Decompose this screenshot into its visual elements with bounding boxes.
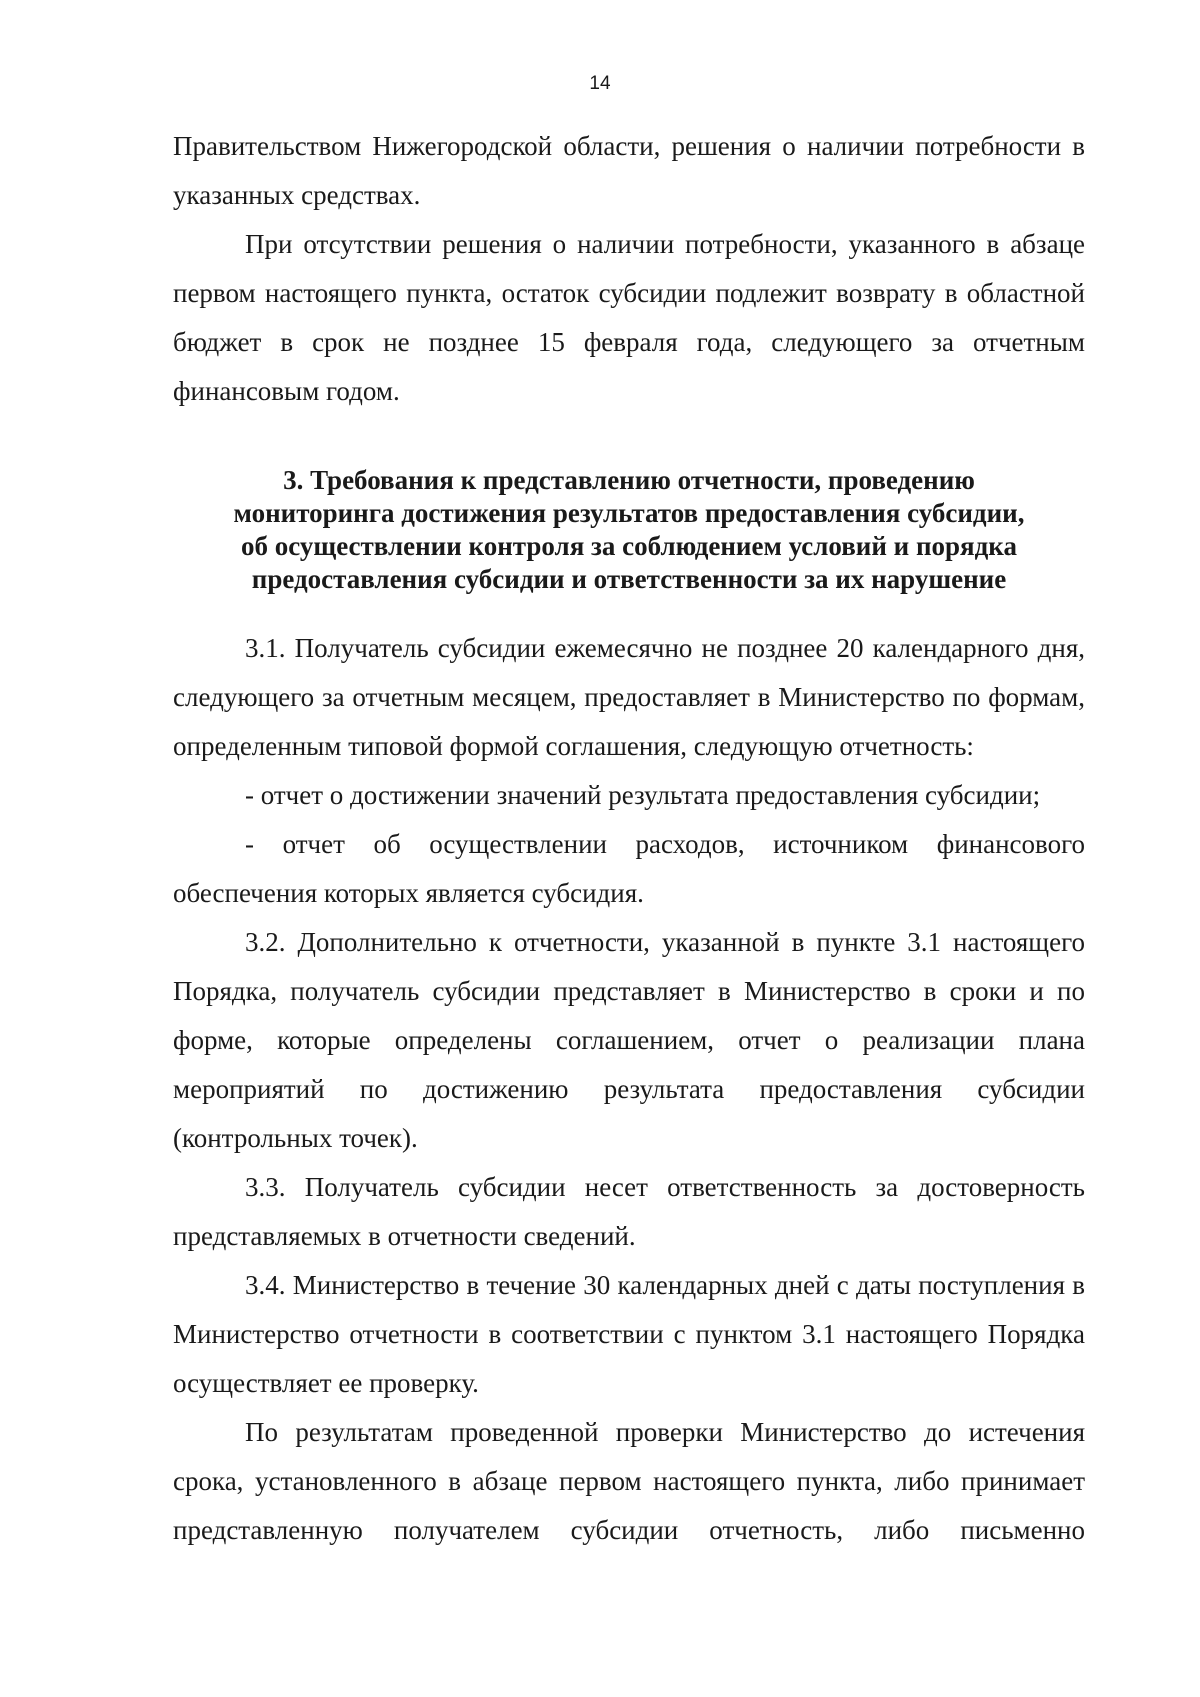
paragraph-3-2: 3.2. Дополнительно к отчетности, указанной в пункте 3.1 настоящего Порядка, получатель субсидии представляет в Министерство в сроки и по форме, которые определены соглашением, отчет о реализации плана мероприятий по достижению результата предоставления субсидии (контрольных точек). xyxy=(173,927,1085,1153)
paragraph-3-4: 3.4. Министерство в течение 30 календарных дней с даты поступления в Министерство отчетности в соответствии с пунктом 3.1 настоящего Порядка осуществляет ее проверку. xyxy=(173,1270,1085,1398)
section-heading xyxy=(173,464,1085,596)
section-heading-line: 3. Требования к представлению отчетности, проведению xyxy=(283,465,975,495)
paragraph-3-3: 3.3. Получатель субсидии несет ответственность за достоверность представляемых в отчетности сведений. xyxy=(173,1172,1085,1251)
section-heading-line: мониторинга достижения результатов предоставления субсидии, xyxy=(233,498,1025,528)
paragraph-subsidy-return: При отсутствии решения о наличии потребности, указанного в абзаце первом настоящего пункта, остаток субсидии подлежит возврату в областной бюджет в срок не позднее 15 февраля года, следующего за отчетным финансовым годом. xyxy=(173,229,1085,406)
section-heading-line: об осуществлении контроля за соблюдением условий и порядка xyxy=(241,531,1017,561)
list-item-report-expenses: - отчет об осуществлении расходов, источником финансового обеспечения которых является субсидия. xyxy=(173,829,1085,908)
section-heading-line: предоставления субсидии и ответственности за их нарушение xyxy=(251,564,1007,594)
page-number: 14 xyxy=(589,73,611,94)
paragraph-3-1: 3.1. Получатель субсидии ежемесячно не позднее 20 календарного дня, следующего за отчетным месяцем, предоставляет в Министерство по формам, определенным типовой формой соглашения, следующую отчетность: xyxy=(173,633,1085,761)
list-item-report-results: - отчет о достижении значений результата предоставления субсидии; xyxy=(245,780,1041,810)
paragraph-verification-results: По результатам проведенной проверки Министерство до истечения срока, установленного в абзаце первом настоящего пункта, либо принимает представленную получателем субсидии отчетность, либо письменно xyxy=(173,1417,1085,1545)
paragraph-continuation: Правительством Нижегородской области, решения о наличии потребности в указанных средствах. xyxy=(173,131,1085,210)
document-body xyxy=(173,122,1085,1555)
